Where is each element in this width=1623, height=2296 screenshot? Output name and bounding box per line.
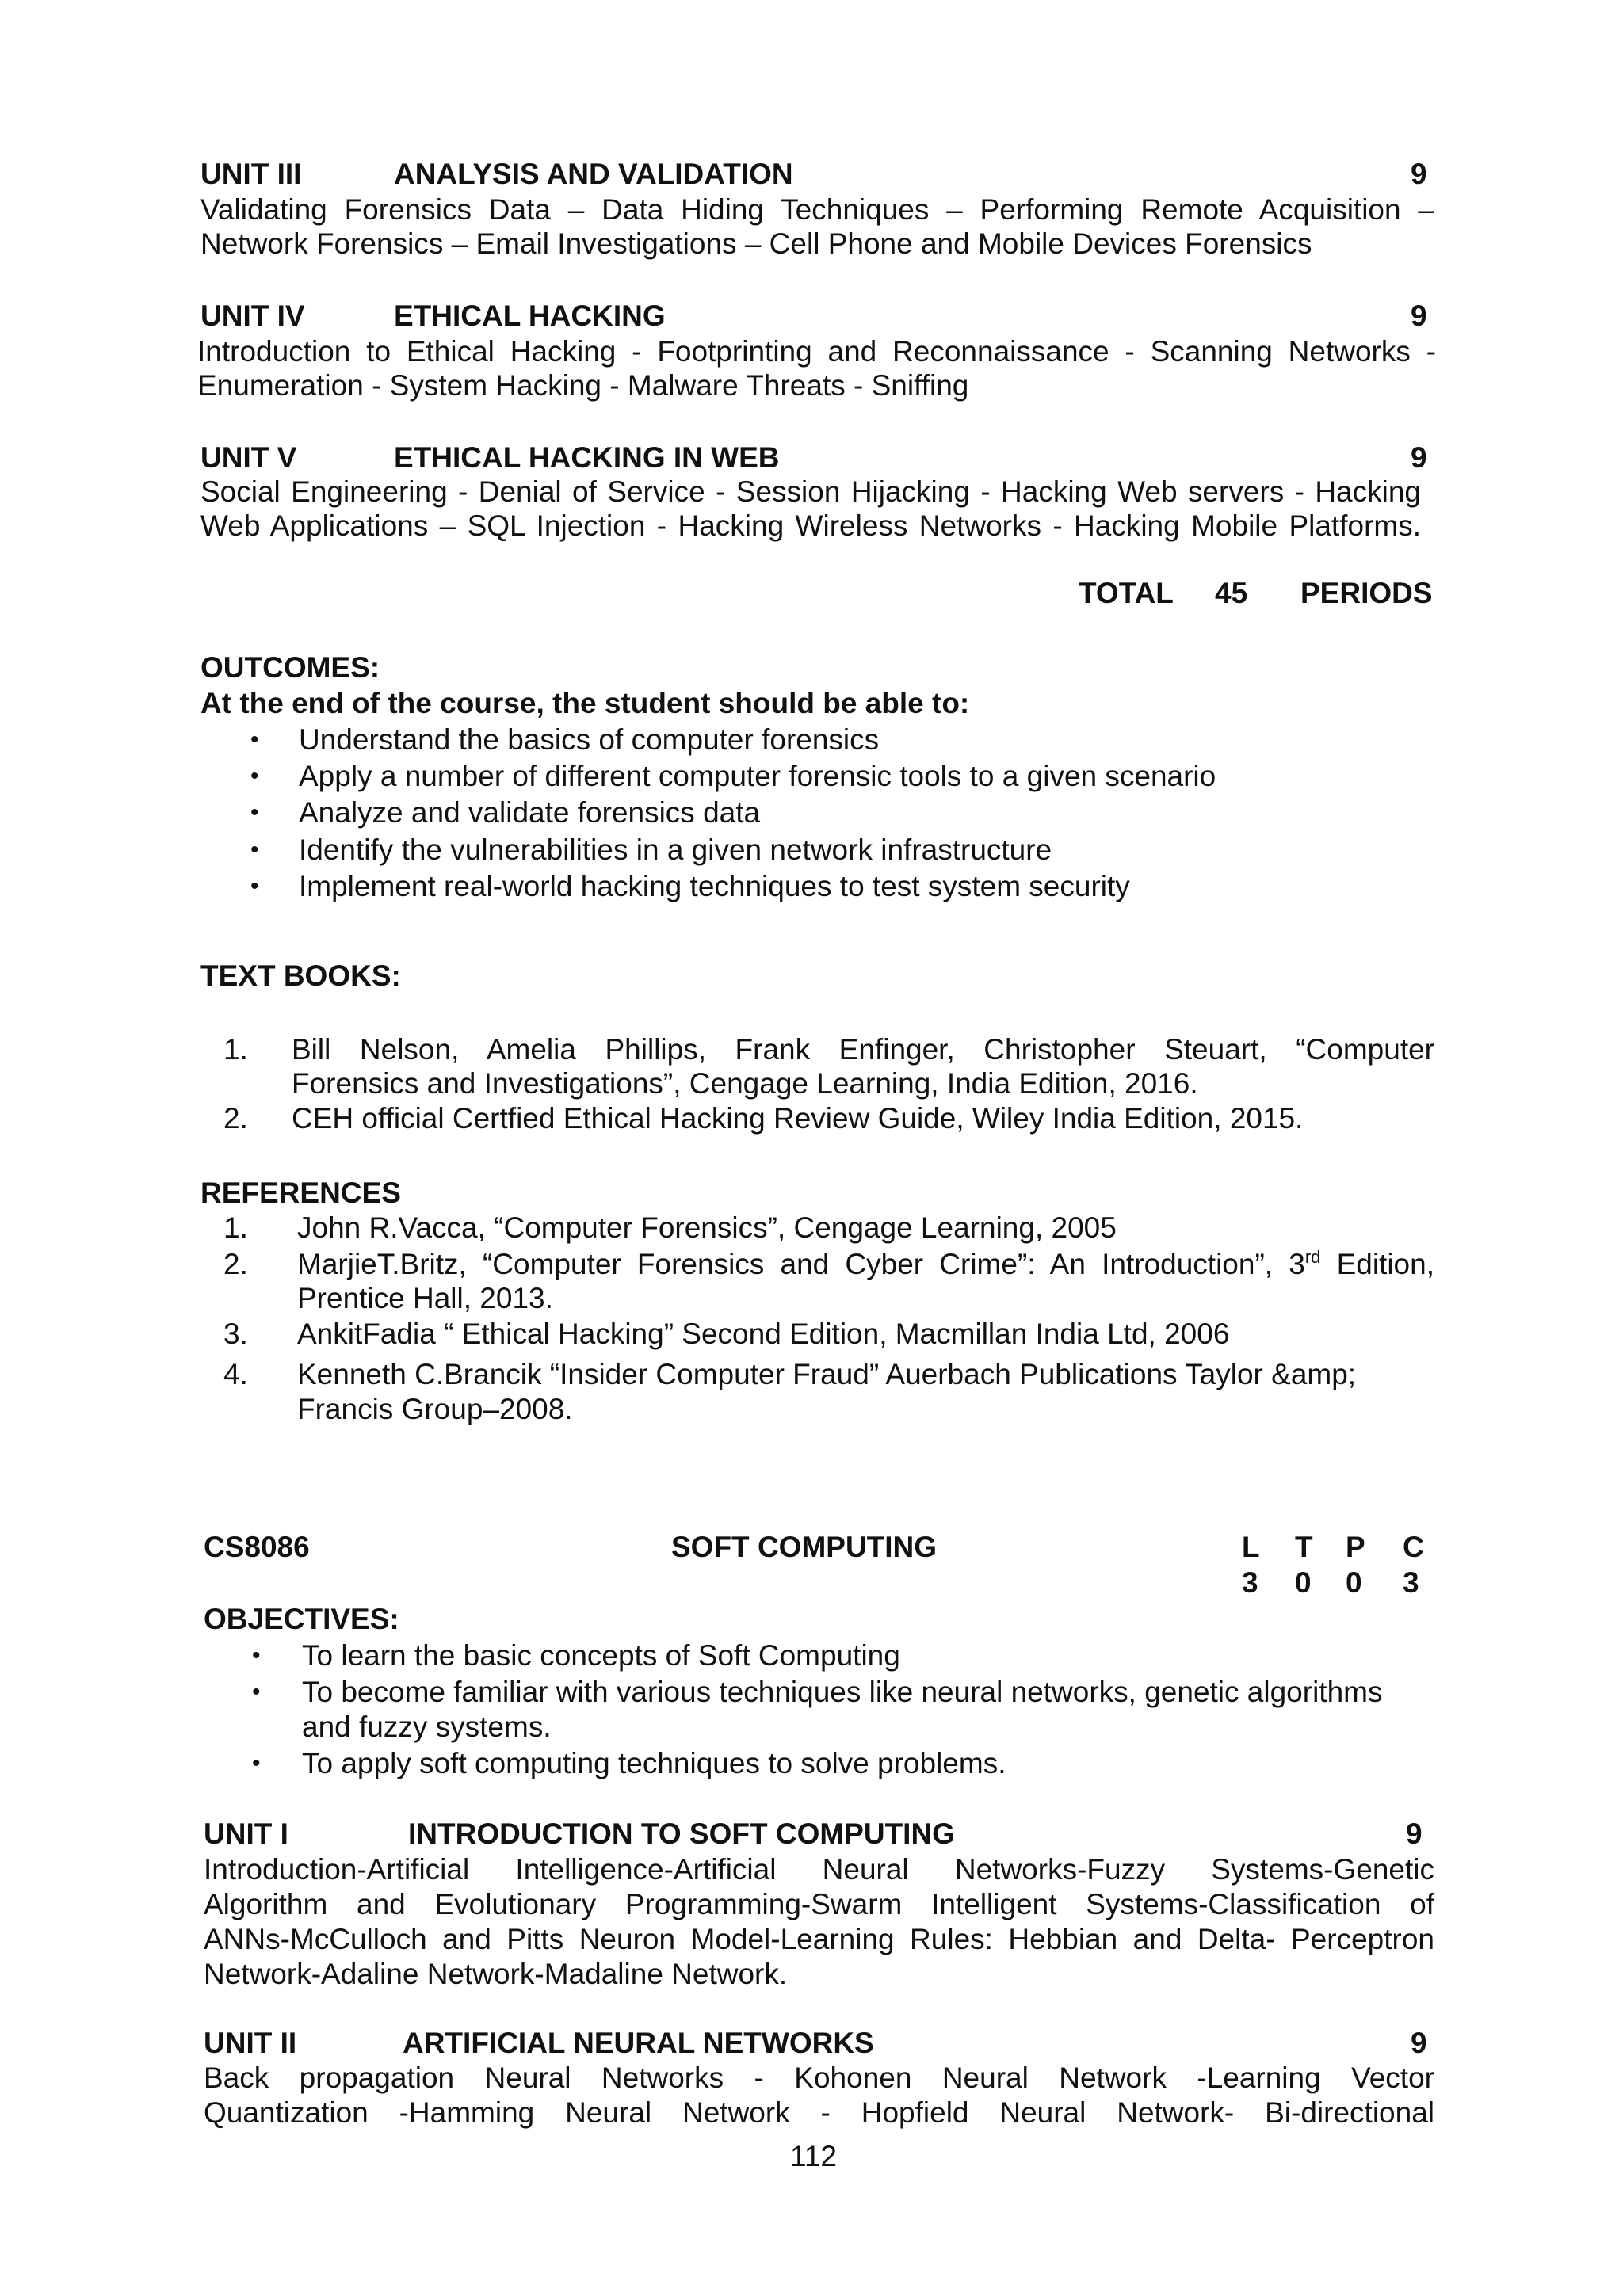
list-number: 1. (223, 1033, 248, 1066)
unit-title: ANALYSIS AND VALIDATION (394, 158, 793, 190)
unit-body-line: Enumeration - System Hacking - Malware Threats - Sniffing (197, 369, 969, 402)
course-code: CS8086 (204, 1531, 310, 1563)
section-heading: OBJECTIVES: (204, 1603, 399, 1635)
list-number: 3. (223, 1318, 248, 1350)
bullet-icon: • (250, 873, 259, 899)
unit-hours: 9 (1411, 299, 1427, 332)
reference-text: MarjieT.Britz, “Computer Forensics and Cyber Crime”: An Introduction”, 3 (297, 1248, 1305, 1280)
course-title: SOFT COMPUTING (671, 1531, 938, 1563)
reference-line: John R.Vacca, “Computer Forensics”, Cengage Learning, 2005 (297, 1211, 1117, 1244)
total-label: TOTAL (1079, 577, 1174, 609)
outcomes-intro: At the end of the course, the student should be able to: (200, 687, 970, 719)
list-number: 1. (223, 1211, 248, 1244)
objective-item: To become familiar with various techniques like neural networks, genetic algorithms (302, 1676, 1383, 1708)
unit-body-line: Network-Adaline Network-Madaline Network. (204, 1958, 788, 1990)
objective-item: To learn the basic concepts of Soft Computing (302, 1639, 900, 1672)
section-heading: TEXT BOOKS: (200, 959, 401, 992)
outcome-item: Apply a number of different computer forensic tools to a given scenario (299, 760, 1216, 792)
page-number: 112 (790, 2140, 837, 2172)
unit-title: ARTIFICIAL NEURAL NETWORKS (403, 2027, 874, 2059)
ltpc-value: 0 (1346, 1566, 1362, 1599)
unit-body-line: Introduction-Artificial Intelligence-Artificial Neural Networks-Fuzzy Systems-Genetic (204, 1853, 1434, 1886)
reference-line (297, 1247, 1434, 1282)
unit-body-line: Network Forensics – Email Investigations – Cell Phone and Mobile Devices Forensics (200, 227, 1312, 260)
objective-item: To apply soft computing techniques to solve problems. (302, 1747, 1006, 1779)
bullet-icon: • (250, 799, 259, 826)
ordinal-suffix: rd (1304, 1247, 1321, 1267)
unit-body-line: ANNs-McCulloch and Pitts Neuron Model-Learning Rules: Hebbian and Delta- Perceptron (204, 1923, 1434, 1955)
unit-hours: 9 (1411, 441, 1427, 474)
ltpc-header: L (1242, 1531, 1260, 1563)
unit-hours: 9 (1411, 2027, 1427, 2059)
bullet-icon: • (252, 1750, 261, 1776)
total-unit: PERIODS (1300, 577, 1433, 609)
unit-body-line: Back propagation Neural Networks - Kohonen Neural Network -Learning Vector (204, 2061, 1434, 2094)
unit-body-line: Social Engineering - Denial of Service - Session Hijacking - Hacking Web servers - Hacking (200, 475, 1421, 508)
outcome-item: Identify the vulnerabilities in a given network infrastructure (299, 833, 1052, 866)
unit-label: UNIT IV (200, 299, 305, 332)
textbook-line: CEH official Certfied Ethical Hacking Review Guide, Wiley India Edition, 2015. (292, 1102, 1304, 1135)
bullet-icon: • (250, 837, 259, 863)
unit-label: UNIT III (200, 158, 302, 190)
unit-body-line: Introduction to Ethical Hacking - Footprinting and Reconnaissance - Scanning Networks - (197, 335, 1436, 368)
list-number: 2. (223, 1102, 248, 1135)
list-number: 4. (223, 1358, 248, 1390)
list-number: 2. (223, 1248, 248, 1280)
unit-body-line: Algorithm and Evolutionary Programming-Swarm Intelligent Systems-Classification of (204, 1888, 1434, 1920)
unit-hours: 9 (1411, 158, 1427, 190)
section-heading: REFERENCES (200, 1177, 401, 1209)
reference-line: AnkitFadia “ Ethical Hacking” Second Edition, Macmillan India Ltd, 2006 (297, 1318, 1230, 1350)
bullet-icon: • (250, 727, 259, 753)
reference-line: Prentice Hall, 2013. (297, 1282, 553, 1314)
reference-line: Kenneth C.Brancik “Insider Computer Fraud” Auerbach Publications Taylor &amp; (297, 1358, 1357, 1390)
outcome-item: Understand the basics of computer forensics (299, 723, 880, 756)
reference-text: Edition, (1320, 1248, 1434, 1280)
ltpc-value: 0 (1295, 1566, 1312, 1599)
unit-title: INTRODUCTION TO SOFT COMPUTING (408, 1817, 955, 1850)
total-value: 45 (1215, 577, 1248, 609)
bullet-icon: • (250, 763, 259, 789)
reference-line: Francis Group–2008. (297, 1393, 573, 1425)
bullet-icon: • (252, 1679, 261, 1705)
objective-item: and fuzzy systems. (302, 1711, 552, 1743)
unit-body-line: Validating Forensics Data – Data Hiding Techniques – Performing Remote Acquisition – (200, 193, 1434, 226)
unit-body-line: Web Applications – SQL Injection - Hacking Wireless Networks - Hacking Mobile Platforms. (200, 509, 1421, 542)
unit-title: ETHICAL HACKING IN WEB (394, 441, 780, 474)
unit-body-line: Quantization -Hamming Neural Network - Hopfield Neural Network- Bi-directional (204, 2096, 1434, 2129)
unit-label: UNIT II (204, 2027, 297, 2059)
textbook-line: Forensics and Investigations”, Cengage Learning, India Edition, 2016. (292, 1067, 1198, 1100)
section-heading: OUTCOMES: (200, 651, 380, 684)
ltpc-header: C (1403, 1531, 1424, 1563)
unit-label: UNIT I (204, 1817, 288, 1850)
textbook-line: Bill Nelson, Amelia Phillips, Frank Enfinger, Christopher Steuart, “Computer (292, 1033, 1434, 1066)
bullet-icon: • (252, 1642, 261, 1669)
ltpc-header: T (1295, 1531, 1313, 1563)
ltpc-value: 3 (1242, 1566, 1258, 1599)
unit-title: ETHICAL HACKING (394, 299, 666, 332)
outcome-item: Analyze and validate forensics data (299, 796, 761, 829)
outcome-item: Implement real-world hacking techniques to test system security (299, 870, 1130, 902)
ltpc-value: 3 (1403, 1566, 1419, 1599)
ltpc-header: P (1346, 1531, 1365, 1563)
unit-label: UNIT V (200, 441, 297, 474)
unit-hours: 9 (1406, 1817, 1423, 1850)
